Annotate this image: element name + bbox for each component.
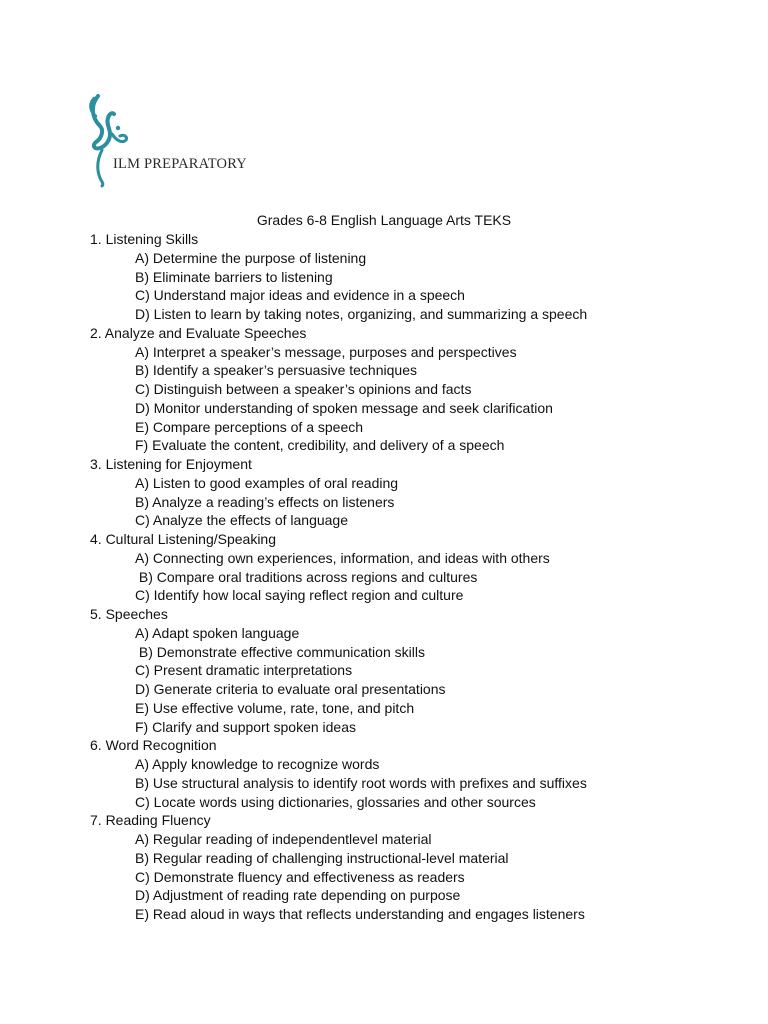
section-reading-fluency — [90, 811, 730, 924]
section-heading: 4. Cultural Listening/Speaking — [90, 531, 277, 547]
section-heading: 6. Word Recognition — [90, 737, 217, 754]
list-item: C) Understand major ideas and evidence in a speech — [135, 287, 465, 304]
list-item: B) Demonstrate effective communication skills — [135, 643, 425, 660]
logo-wordmark: ILM PREPARATORY — [113, 156, 247, 172]
section-speeches — [90, 605, 730, 736]
list-item: D) Monitor understanding of spoken message and seek clarification — [135, 399, 553, 416]
list-item: A) Connecting own experiences, information, and ideas with others — [135, 549, 550, 566]
section-word-recognition — [90, 736, 730, 811]
list-item: B) Use structural analysis to identify root words with prefixes and suffixes — [135, 774, 587, 791]
list-item: C) Present dramatic interpretations — [135, 662, 353, 679]
section-cultural-listening-speaking — [90, 530, 730, 605]
list-item: A) Apply knowledge to recognize words — [135, 756, 380, 772]
list-item: D) Generate criteria to evaluate oral presentations — [135, 681, 446, 697]
section-analyze-evaluate-speeches — [90, 324, 730, 455]
list-item: B) Eliminate barriers to listening — [135, 268, 333, 285]
section-heading: 3. Listening for Enjoyment — [90, 456, 252, 472]
section-heading: 1. Listening Skills — [90, 231, 199, 247]
list-item: D) Listen to learn by taking notes, organizing, and summarizing a speech — [135, 306, 588, 322]
list-item: E) Use effective volume, rate, tone, and pitch — [135, 699, 415, 716]
list-item: A) Regular reading of independentlevel material — [135, 831, 432, 847]
list-item: B) Compare oral traditions across regions and cultures — [135, 568, 478, 585]
list-item: E) Read aloud in ways that reflects understanding and engages listeners — [135, 906, 585, 922]
calligraphy-emblem-icon — [88, 94, 148, 188]
list-item: A) Determine the purpose of listening — [135, 249, 367, 266]
section-heading: 2. Analyze and Evaluate Speeches — [90, 324, 307, 341]
list-item: A) Listen to good examples of oral reading — [135, 474, 399, 491]
list-item: B) Regular reading of challenging instructional-level material — [135, 849, 509, 866]
document-title — [0, 211, 768, 230]
teks-outline — [90, 230, 730, 924]
list-item: C) Analyze the effects of language — [135, 512, 348, 529]
list-item: B) Identify a speaker’s persuasive techniques — [135, 362, 417, 379]
list-item: D) Adjustment of reading rate depending on purpose — [135, 887, 461, 904]
section-listening-for-enjoyment — [90, 455, 730, 530]
document-title-text: Grades 6-8 English Language Arts TEKS — [256, 212, 512, 228]
list-item: A) Adapt spoken language — [135, 624, 300, 641]
section-heading: 7. Reading Fluency — [90, 812, 211, 829]
list-item: C) Identify how local saying reflect region and culture — [135, 587, 464, 604]
list-item: A) Interpret a speaker’s message, purposes and perspectives — [135, 343, 517, 360]
school-logo — [88, 94, 247, 188]
list-item: C) Locate words using dictionaries, glossaries and other sources — [135, 793, 536, 810]
list-item: C) Distinguish between a speaker’s opinions and facts — [135, 381, 472, 397]
list-item: C) Demonstrate fluency and effectiveness as readers — [135, 868, 465, 885]
list-item: F) Evaluate the content, credibility, and delivery of a speech — [135, 437, 505, 454]
section-listening-skills — [90, 230, 730, 324]
list-item: B) Analyze a reading’s effects on listeners — [135, 493, 395, 510]
list-item: E) Compare perceptions of a speech — [135, 418, 364, 435]
section-heading: 5. Speeches — [90, 606, 168, 622]
list-item: F) Clarify and support spoken ideas — [135, 718, 356, 735]
